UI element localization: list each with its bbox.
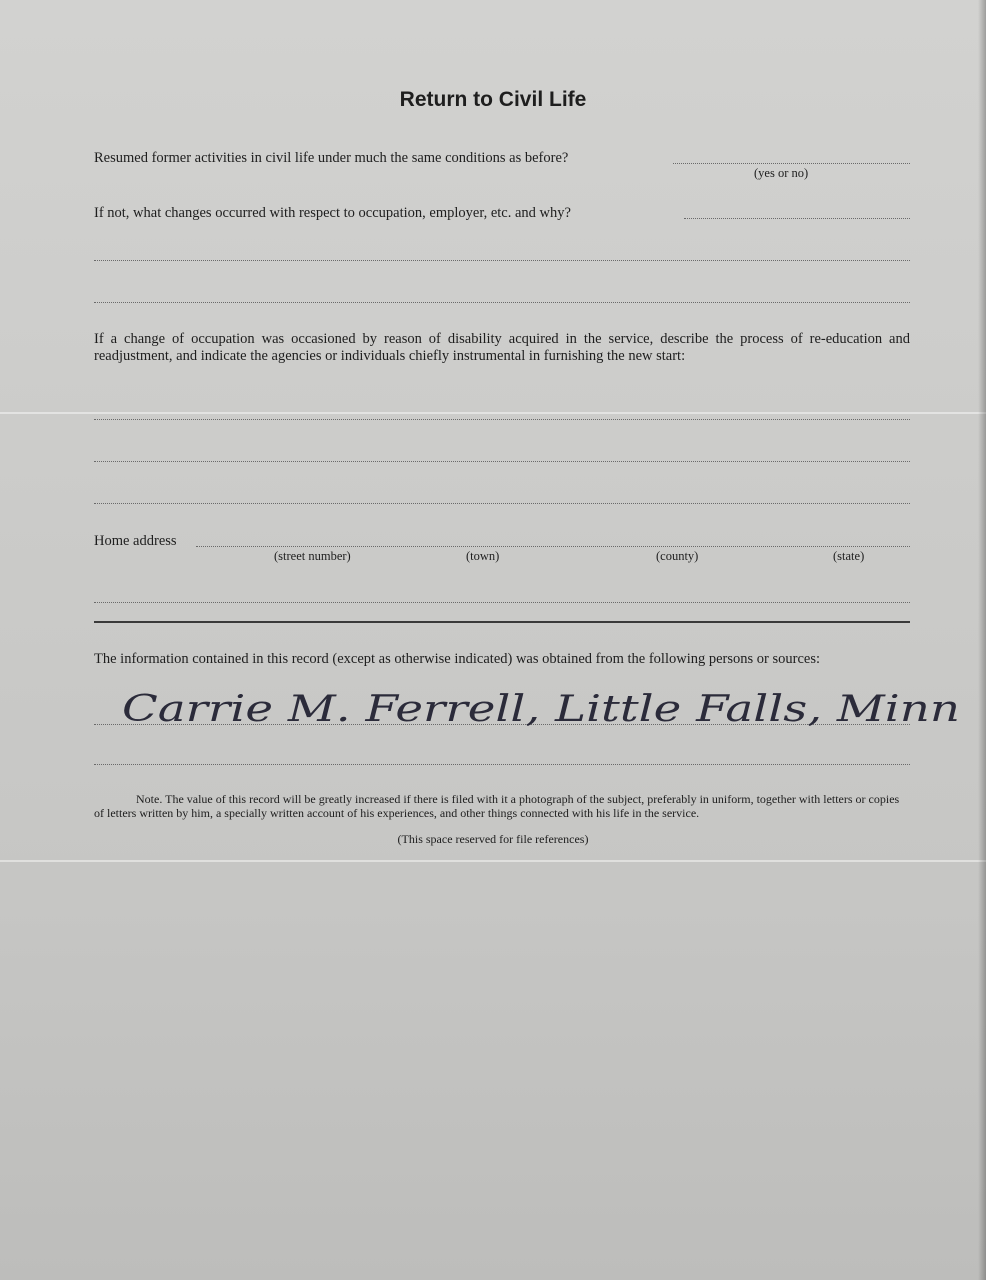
question-changes: If not, what changes occurred with respect to occupation, employer, etc. and why? — [94, 205, 571, 221]
caption-street-number: (street number) — [274, 549, 351, 563]
caption-county: (county) — [656, 549, 699, 563]
answer-line-disability-2[interactable] — [94, 461, 910, 462]
section-divider — [94, 621, 910, 623]
answer-line-disability-1[interactable] — [94, 419, 910, 420]
caption-state: (state) — [833, 549, 865, 563]
answer-line-sources-2[interactable] — [94, 764, 910, 765]
paper-fold — [0, 412, 986, 414]
question-sources-text: The information contained in this record (except as otherwise indicated) was obtained from the following persons or sources: — [94, 651, 820, 667]
answer-line-changes[interactable] — [684, 218, 910, 219]
home-address-line-2[interactable] — [94, 602, 910, 603]
caption-town: (town) — [466, 549, 500, 563]
home-address-label: Home address — [94, 533, 177, 549]
yes-no-hint: (yes or no) — [754, 166, 809, 180]
page-title: Return to Civil Life — [399, 88, 587, 111]
question-disability — [94, 331, 910, 365]
handwritten-sources-text: Carrie M. Ferrell, Little Falls, Minn — [122, 689, 960, 730]
question-disability-text: If a change of occupation was occasioned by reason of disability acquired in the service, describe the process of re-education and readjustment, and indicate the agencies or individuals chiefly instrumental in furnishing the new start: — [94, 331, 910, 364]
answer-line-disability-3[interactable] — [94, 503, 910, 504]
question-resumed: Resumed former activities in civil life under much the same conditions as before? — [94, 150, 569, 166]
answer-line-changes-3[interactable] — [94, 302, 910, 303]
home-address-line[interactable] — [196, 546, 910, 547]
question-sources — [94, 651, 910, 668]
paper-edge-shadow — [978, 0, 986, 1280]
answer-line-resumed[interactable] — [673, 163, 910, 164]
handwritten-sources-answer — [118, 683, 978, 743]
paper-fold — [0, 860, 986, 862]
file-reference-caption: (This space reserved for file references) — [397, 832, 589, 846]
answer-line-changes-2[interactable] — [94, 260, 910, 261]
note-text: Note. The value of this record will be greatly increased if there is filed with it a photograph of the subject, preferably in uniform, together with letters or copies of letters written by him, a specially written account of his experiences, and other things connected with his life in the service. — [94, 792, 900, 820]
